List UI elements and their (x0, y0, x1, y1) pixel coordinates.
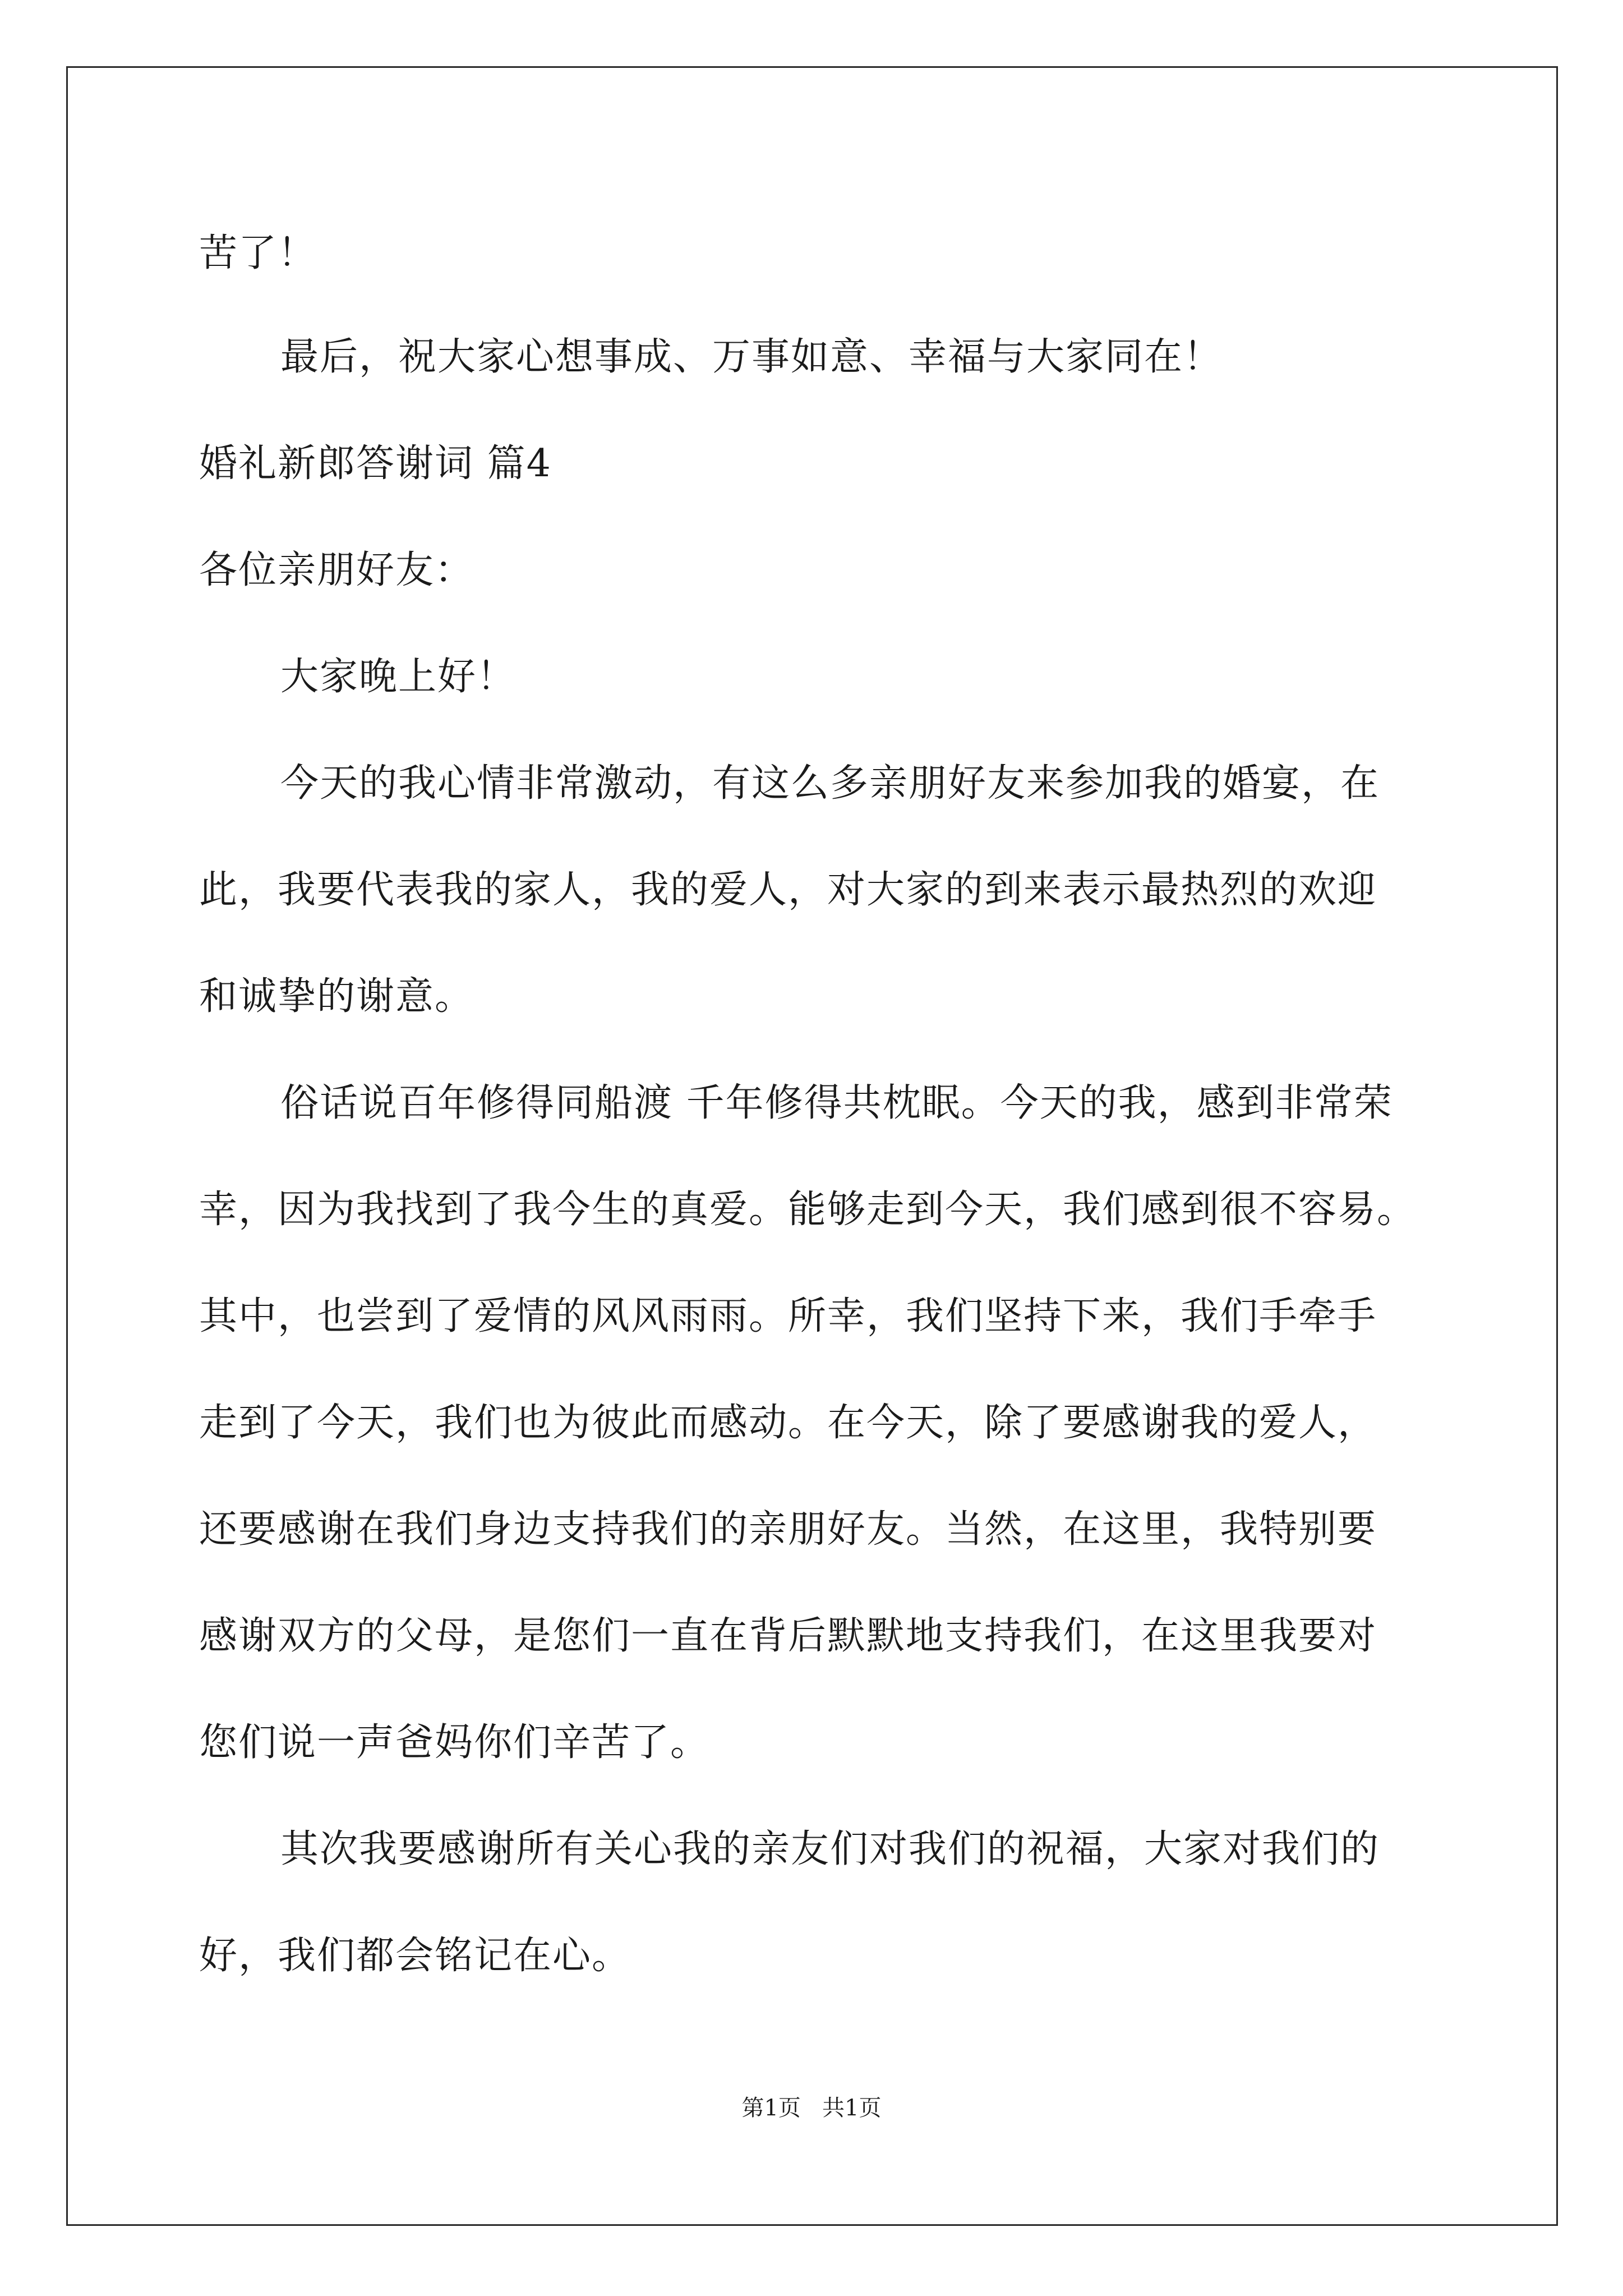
text-line: 俗话说百年修得同船渡 千年修得共枕眠。今天的我，感到非常荣 (280, 1081, 1393, 1125)
text-line: 还要感谢在我们身边支持我们的亲朋好友。当然，在这里，我特别要 (199, 1507, 1377, 1552)
text-line: 其中，也尝到了爱情的风风雨雨。所幸，我们坚持下来，我们手牵手 (199, 1294, 1377, 1338)
section-heading: 婚礼新郎答谢词 篇4 (199, 441, 552, 486)
text-line: 和诚挚的谢意。 (199, 974, 474, 1019)
page-border (66, 66, 1558, 2226)
text-line: 其次我要感谢所有关心我的亲友们对我们的祝福，大家对我们的 (280, 1827, 1380, 1871)
text-line: 好，我们都会铭记在心。 (199, 1934, 631, 1978)
text-line: 感谢双方的父母，是您们一直在背后默默地支持我们，在这里我要对 (199, 1614, 1377, 1658)
text-line: 最后，祝大家心想事成、万事如意、幸福与大家同在！ (280, 335, 1223, 379)
text-line: 今天的我心情非常激动，有这么多亲朋好友来参加我的婚宴，在 (280, 761, 1380, 806)
text-line: 您们说一声爸妈你们辛苦了。 (199, 1720, 710, 1765)
page-footer: 第1页 共1页 (741, 2095, 882, 2121)
text-line: 走到了今天，我们也为彼此而感动。在今天，除了要感谢我的爱人， (199, 1401, 1377, 1445)
text-line: 苦了！ (199, 231, 317, 275)
text-line: 此，我要代表我的家人，我的爱人，对大家的到来表示最热烈的欢迎 (199, 868, 1377, 912)
text-line: 幸，因为我找到了我今生的真爱。能够走到今天，我们感到很不容易。 (199, 1188, 1417, 1232)
salutation: 各位亲朋好友： (199, 548, 474, 592)
text-line: 大家晚上好！ (280, 655, 517, 699)
